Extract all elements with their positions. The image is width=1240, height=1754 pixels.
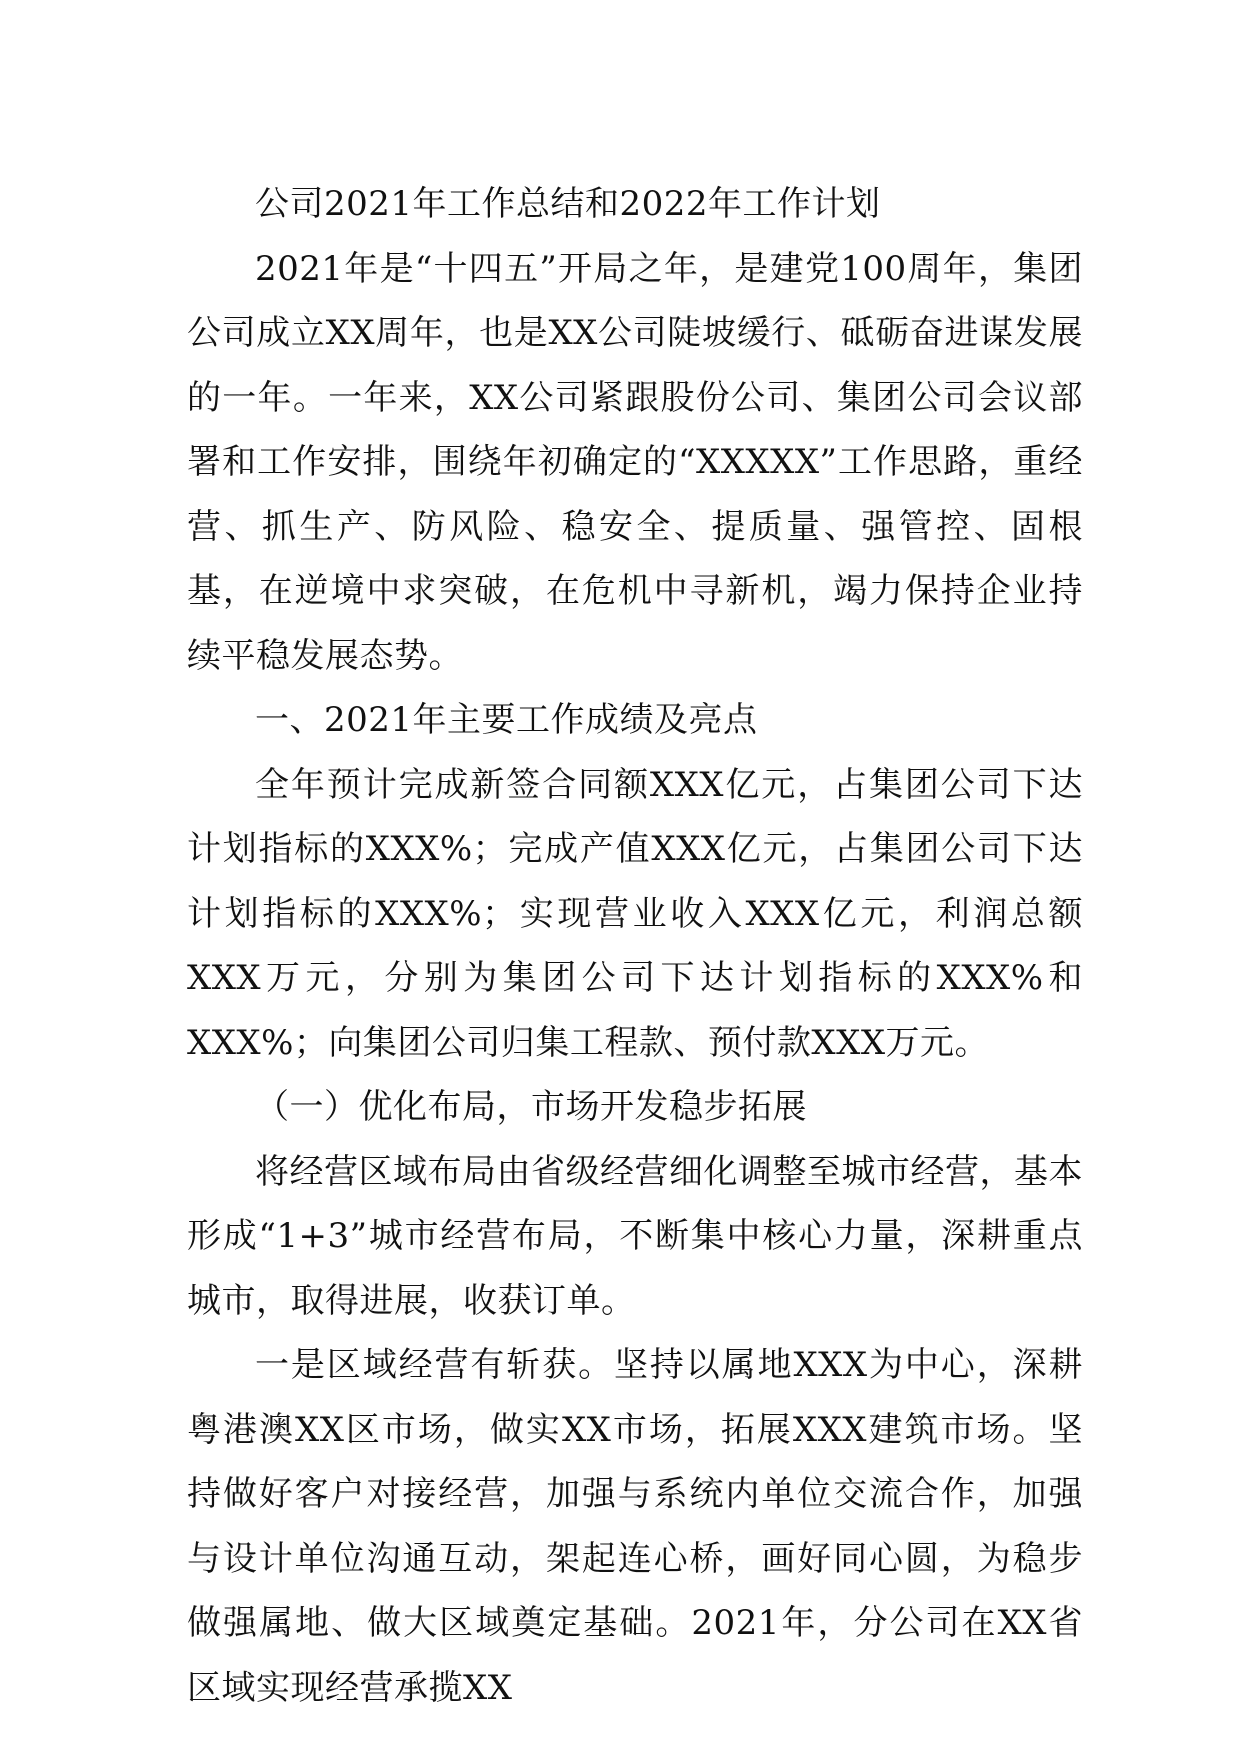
subsection-paragraph-1: 将经营区域布局由省级经营细化调整至城市经营，基本形成“1+3”城市经营布局，不断集中核心力量，深耕重点城市，取得进展，收获订单。 — [187, 1151, 1083, 1321]
point-paragraph-1: 一是区域经营有斩获。坚持以属地XXX为中心，深耕粤港澳XX区市场，做实XX市场，拓展XXX建筑市场。坚持做好客户对接经营，加强与系统内单位交流合作，加强与设计单位沟通互动，架起连心桥，画好同心圆，为稳步做强属地、做大区域奠定基础。2021年，分公司在XX省区域实现经营承揽XX — [187, 1345, 1083, 1708]
intro-paragraph: 2021年是“十四五”开局之年，是建党100周年，集团公司成立XX周年，也是XX公司陡坡缓行、砥砺奋进谋发展的一年。一年来，XX公司紧跟股份公司、集团公司会议部署和工作安排，围绕年初确定的“XXXXX”工作思路，重经营、抓生产、防风险、稳安全、提质量、强管控、固根基，在逆境中求突破，在危机中寻新机，竭力保持企业持续平稳发展态势。 — [187, 248, 1083, 676]
section-heading-1: 一、2021年主要工作成绩及亮点 — [255, 700, 758, 740]
document-title: 公司2021年工作总结和2022年工作计划 — [255, 184, 881, 224]
document-body — [187, 172, 1083, 1720]
section-paragraph-1: 全年预计完成新签合同额XXX亿元，占集团公司下达计划指标的XXX%；完成产值XXX亿元，占集团公司下达计划指标的XXX%；实现营业收入XXX亿元，利润总额XXX万元，分别为集团公司下达计划指标的XXX%和XXX%；向集团公司归集工程款、预付款XXX万元。 — [187, 764, 1083, 1063]
subsection-heading-1: （一）优化布局，市场开发稳步拓展 — [255, 1087, 807, 1127]
